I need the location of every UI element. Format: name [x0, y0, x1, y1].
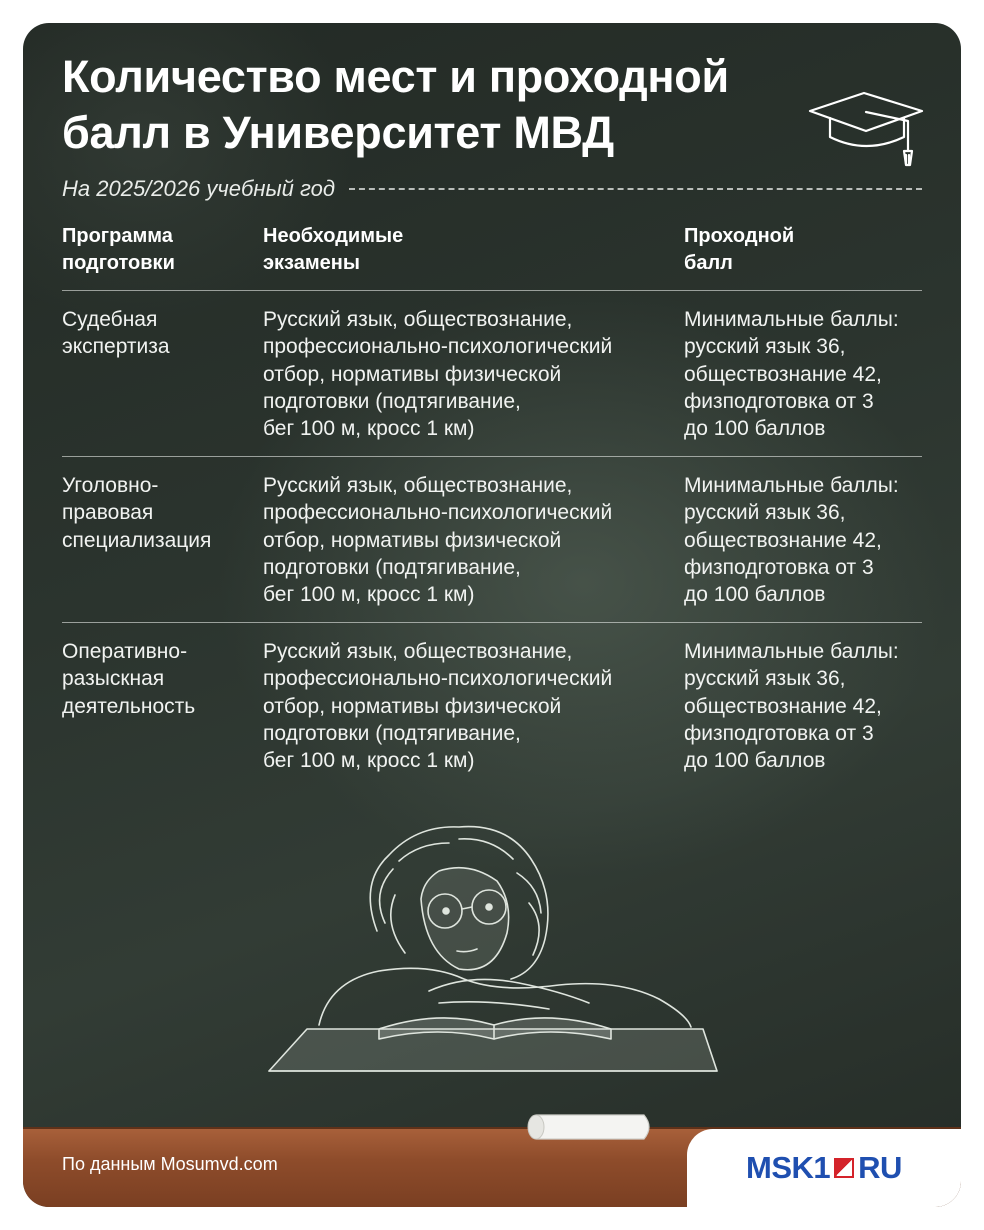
table-row — [62, 457, 922, 623]
subtitle-row — [62, 175, 922, 203]
subtitle: На 2025/2026 учебный год — [62, 176, 335, 201]
dashed-divider — [349, 188, 922, 190]
logo-panel — [687, 1129, 961, 1207]
header-score: Проходной балл — [684, 225, 795, 274]
cell-program: Уголовно- правовая специализация — [62, 474, 212, 552]
chalk-icon — [520, 1107, 658, 1147]
table-row — [62, 623, 922, 789]
logo-text: MSK1 — [746, 1150, 831, 1185]
infographic-card — [23, 23, 961, 1207]
table-header — [62, 223, 922, 291]
cell-exams: Русский язык, обществознание, профессионально-психологический отбор, нормативы физической подготовки (подтягивание, бег 100 м, кросс 1 км) — [263, 308, 613, 441]
cell-score: Минимальные баллы: русский язык 36, обществознание 42, физподготовка от 3 до 100 баллов — [684, 474, 899, 607]
header-program: Программа подготовки — [62, 225, 175, 274]
cell-exams: Русский язык, обществознание, профессионально-психологический отбор, нормативы физической подготовки (подтягивание, бег 100 м, кросс 1 км) — [263, 474, 613, 607]
cell-program: Судебная экспертиза — [62, 308, 170, 359]
graduation-cap-icon — [806, 85, 926, 169]
msk1-logo — [746, 1150, 902, 1186]
source-note: По данным Mosumvd.com — [62, 1154, 278, 1174]
cell-score: Минимальные баллы: русский язык 36, обществознание 42, физподготовка от 3 до 100 баллов — [684, 308, 899, 441]
programs-table — [62, 223, 922, 789]
header-exams: Необходимые экзамены — [263, 225, 404, 274]
logo-suffix: RU — [858, 1150, 902, 1185]
cell-exams: Русский язык, обществознание, профессионально-психологический отбор, нормативы физической подготовки (подтягивание, бег 100 м, кросс 1 км) — [263, 640, 613, 773]
logo-flag-icon — [834, 1158, 854, 1178]
student-illustration — [259, 803, 729, 1093]
page-title: Количество мест и проходной балл в Университет МВД — [62, 51, 729, 158]
cell-program: Оперативно- разыскная деятельность — [62, 640, 196, 718]
table-row — [62, 291, 922, 457]
cell-score: Минимальные баллы: русский язык 36, обществознание 42, физподготовка от 3 до 100 баллов — [684, 640, 899, 773]
